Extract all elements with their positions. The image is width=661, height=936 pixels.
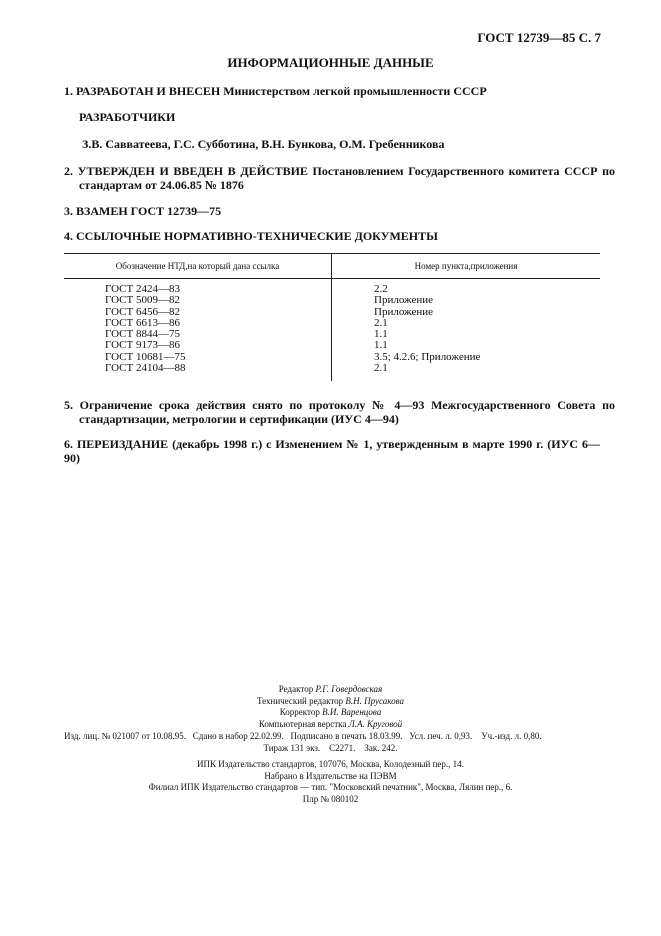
table-cell-doc: ГОСТ 10681—75	[64, 352, 332, 363]
section-1-text: Министерством легкой промышленности СССР	[220, 84, 487, 98]
section-6: 6. ПЕРЕИЗДАНИЕ (декабрь 1998 г.) с Изменением № 1, утвержденным в марте 1990 г. (ИУС 6—90)	[64, 437, 600, 465]
section-4: 4. ССЫЛОЧНЫЕ НОРМАТИВНО-ТЕХНИЧЕСКИЕ ДОКУМЕНТЫ	[64, 229, 438, 243]
page-header: ГОСТ 12739—85 С. 7	[477, 30, 601, 45]
branch-line: Филиал ИПК Издательство стандартов — тип. "Московский печатник", Москва, Лялин пер., 6.	[148, 782, 513, 792]
col-header-document: Обозначение НТД,на который дана ссылка	[64, 254, 332, 279]
section-3: 3. ВЗАМЕН ГОСТ 12739—75	[64, 204, 222, 218]
table-cell-doc: ГОСТ 24104—88	[64, 363, 332, 381]
document-title: ИНФОРМАЦИОННЫЕ ДАННЫЕ	[227, 55, 434, 70]
proofreader-line	[0, 707, 661, 719]
editor-line	[0, 684, 661, 696]
table-cell-doc: ГОСТ 6613—86	[64, 318, 332, 329]
section-2-lead: 2. УТВЕРЖДЕН И ВВЕДЕН В ДЕЙСТВИЕ	[64, 164, 308, 178]
proofreader-name: В.И. Варенцова	[322, 707, 382, 717]
section-5: 5. Ограничение срока действия снято по протоколу № 4—93 Межгосударственного Совета по стандартизации, метрологии и сертификации (ИУС 4—94)	[64, 398, 615, 426]
tech-editor-label: Технический редактор	[256, 695, 344, 706]
layout-line	[0, 719, 661, 731]
table-cell-item: 3.5; 4.2.6; Приложение	[374, 350, 481, 363]
table-cell-item: 1.1	[374, 328, 388, 341]
tech-editor-line	[0, 696, 661, 708]
developers-heading: РАЗРАБОТЧИКИ	[79, 110, 176, 124]
typeset-line: Набрано в Издательстве на ПЭВМ	[264, 770, 397, 781]
table-cell-item: 2.1	[374, 316, 388, 329]
print-run-line: Тираж 131 экз. С2271. Зак. 242.	[263, 743, 398, 753]
developers-names: З.В. Савватеева, Г.С. Субботина, В.Н. Бункова, О.М. Гребенникова	[82, 137, 445, 151]
table-cell-doc: ГОСТ 8844—75	[64, 329, 332, 340]
table-cell-doc: ГОСТ 5009—82	[64, 295, 332, 306]
plr-line: Плр № 080102	[302, 793, 359, 804]
table-cell-item: 2.1	[374, 362, 388, 375]
license-line: Изд. лиц. № 021007 от 10.08.95. Сдано в набор 22.02.99. Подписано в печать 18.03.99. Усл. печ. л. 0,93. Уч.-изд. л. 0,80.	[64, 731, 542, 741]
imprint-credits	[0, 684, 661, 730]
section-2	[64, 164, 615, 192]
table-cell-doc: ГОСТ 6456—82	[64, 307, 332, 318]
table-cell-item: 2.2	[374, 283, 388, 295]
col-header-item: Номер пункта,приложения	[332, 254, 601, 279]
table-cell-item: 1.1	[374, 339, 388, 352]
proofreader-label: Корректор	[279, 707, 320, 717]
tech-editor-name: В.Н. Прусакова	[345, 695, 405, 706]
table-cell-item: Приложение	[374, 305, 434, 318]
references-table	[64, 253, 600, 381]
section-1	[64, 84, 600, 98]
table-cell-doc: ГОСТ 2424—83	[64, 279, 332, 296]
table-row	[64, 363, 600, 381]
table-cell-doc: ГОСТ 9173—86	[64, 340, 332, 351]
references-table-header	[64, 254, 600, 279]
table-cell-item: Приложение	[374, 294, 434, 307]
section-1-lead: 1. РАЗРАБОТАН И ВНЕСЕН	[64, 84, 221, 98]
editor-name: Р.Г. Говердовская	[315, 684, 383, 694]
layout-label: Компьютерная верстка	[258, 718, 347, 729]
table-row	[64, 279, 600, 296]
section-2-text: Постановлением Государственного комитета СССР по стандартам от 24.06.85 № 1876	[79, 164, 615, 192]
table-row	[64, 295, 600, 306]
editor-label: Редактор	[278, 684, 314, 694]
layout-name: Л.А. Круговой	[348, 718, 403, 729]
publisher-line: ИПК Издательство стандартов, 107076, Москва, Колодезный пер., 14.	[197, 759, 464, 769]
publisher-block	[0, 759, 661, 805]
